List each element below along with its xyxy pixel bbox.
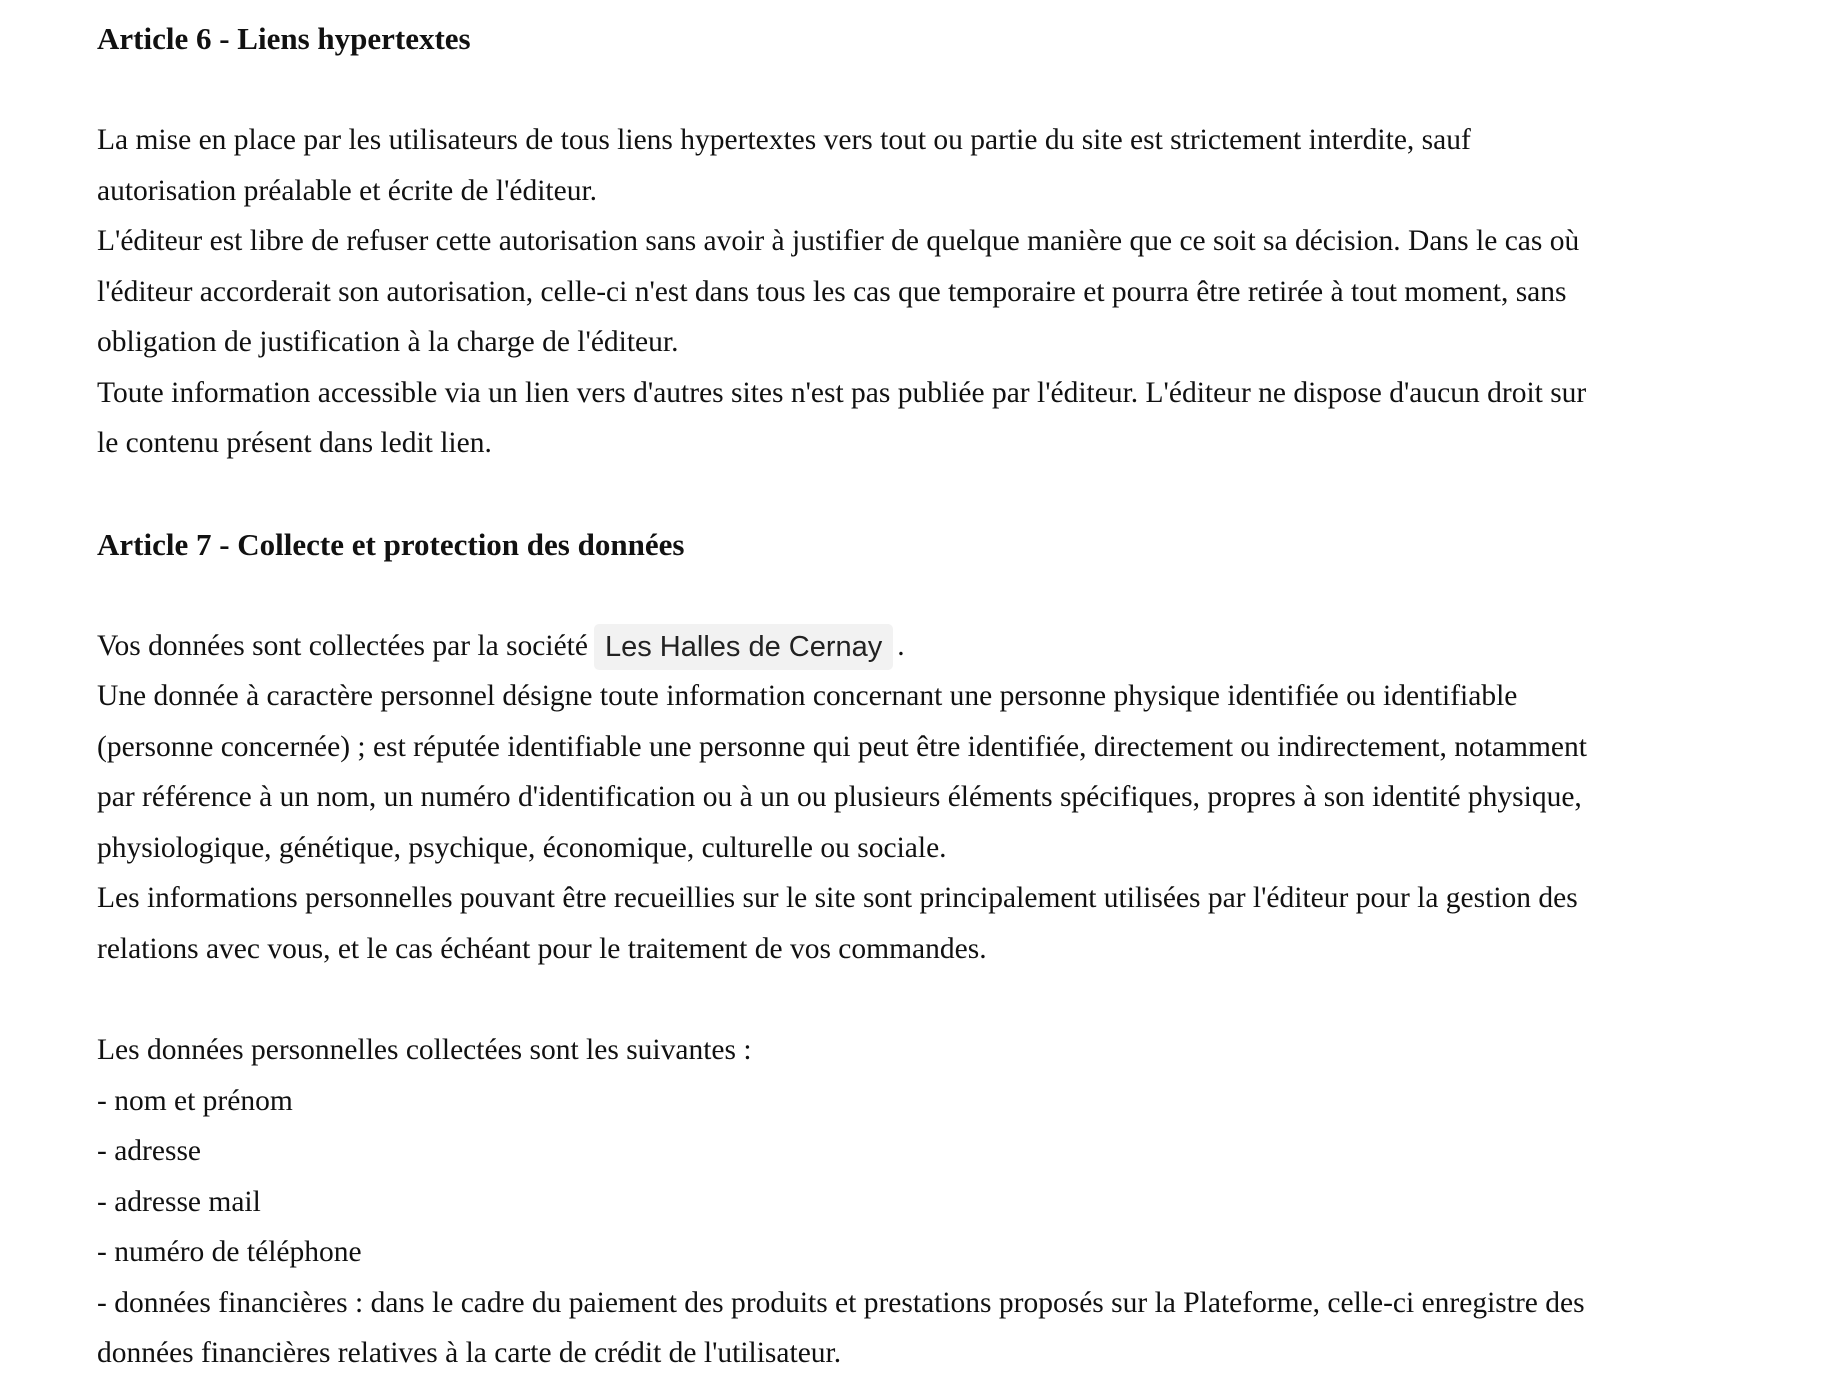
list-item: - adresse [97,1135,202,1167]
list-intro: Les données personnelles collectées sont les suivantes : [97,1034,752,1066]
paragraph-line: autorisation préalable et écrite de l'éditeur. [97,174,598,207]
intro-prefix: Vos données sont collectées par la société [97,629,588,662]
paragraph-line: l'éditeur accorderait son autorisation, celle-ci n'est dans tous les cas que temporaire et pourra être retirée à tout moment, sans [97,275,1567,308]
paragraph-line: Une donnée à caractère personnel désigne toute information concernant une personne physique identifiée ou identifiable [97,680,1518,712]
paragraph-line: Toute information accessible via un lien vers d'autres sites n'est pas publiée par l'éditeur. L'éditeur ne dispose d'aucun droit sur [97,376,1587,409]
paragraph-line: (personne concernée) ; est réputée identifiable une personne qui peut être identifiée, directement ou indirectement, notamment [97,730,1587,763]
article-7-heading: Article 7 - Collecte et protection des données [97,526,685,562]
intro-suffix: . [897,629,905,662]
paragraph-line: le contenu présent dans ledit lien. [97,427,492,459]
paragraph-line: L'éditeur est libre de refuser cette autorisation sans avoir à justifier de quelque manière que ce soit sa décision. Dans le cas où [97,225,1580,257]
paragraph-line: Les informations personnelles pouvant être recueillies sur le site sont principalement utilisées par l'éditeur pour la gestion des [97,882,1578,914]
list-item: données financières relatives à la carte de crédit de l'utilisateur. [97,1337,842,1369]
company-name-badge: Les Halles de Cernay [594,624,893,670]
article-6-heading: Article 6 - Liens hypertextes [97,21,471,56]
list-item: - données financières : dans le cadre du paiement des produits et prestations proposés sur la Plateforme, celle-ci enregistre des [97,1286,1585,1319]
spacer [97,469,1757,520]
spacer [97,570,1757,621]
intro-line [97,621,1757,672]
spacer [97,974,1757,1025]
collected-data-list [97,1025,1757,1379]
paragraph-line: par référence à un nom, un numéro d'identification ou à un ou plusieurs éléments spécifiques, propres à son identité physique, [97,781,1582,813]
list-item: - numéro de téléphone [97,1236,362,1268]
paragraph-line: obligation de justification à la charge de l'éditeur. [97,326,679,358]
paragraph-line: relations avec vous, et le cas échéant pour le traitement de vos commandes. [97,932,987,965]
spacer [97,64,1757,115]
list-item: - adresse mail [97,1185,261,1218]
list-item: - nom et prénom [97,1084,293,1117]
paragraph-line: La mise en place par les utilisateurs de tous liens hypertextes vers tout ou partie du site est strictement interdite, sauf [97,124,1471,156]
article-7-body [97,621,1757,975]
article-6-body [97,115,1757,469]
paragraph-line: physiologique, génétique, psychique, économique, culturelle ou sociale. [97,831,947,864]
